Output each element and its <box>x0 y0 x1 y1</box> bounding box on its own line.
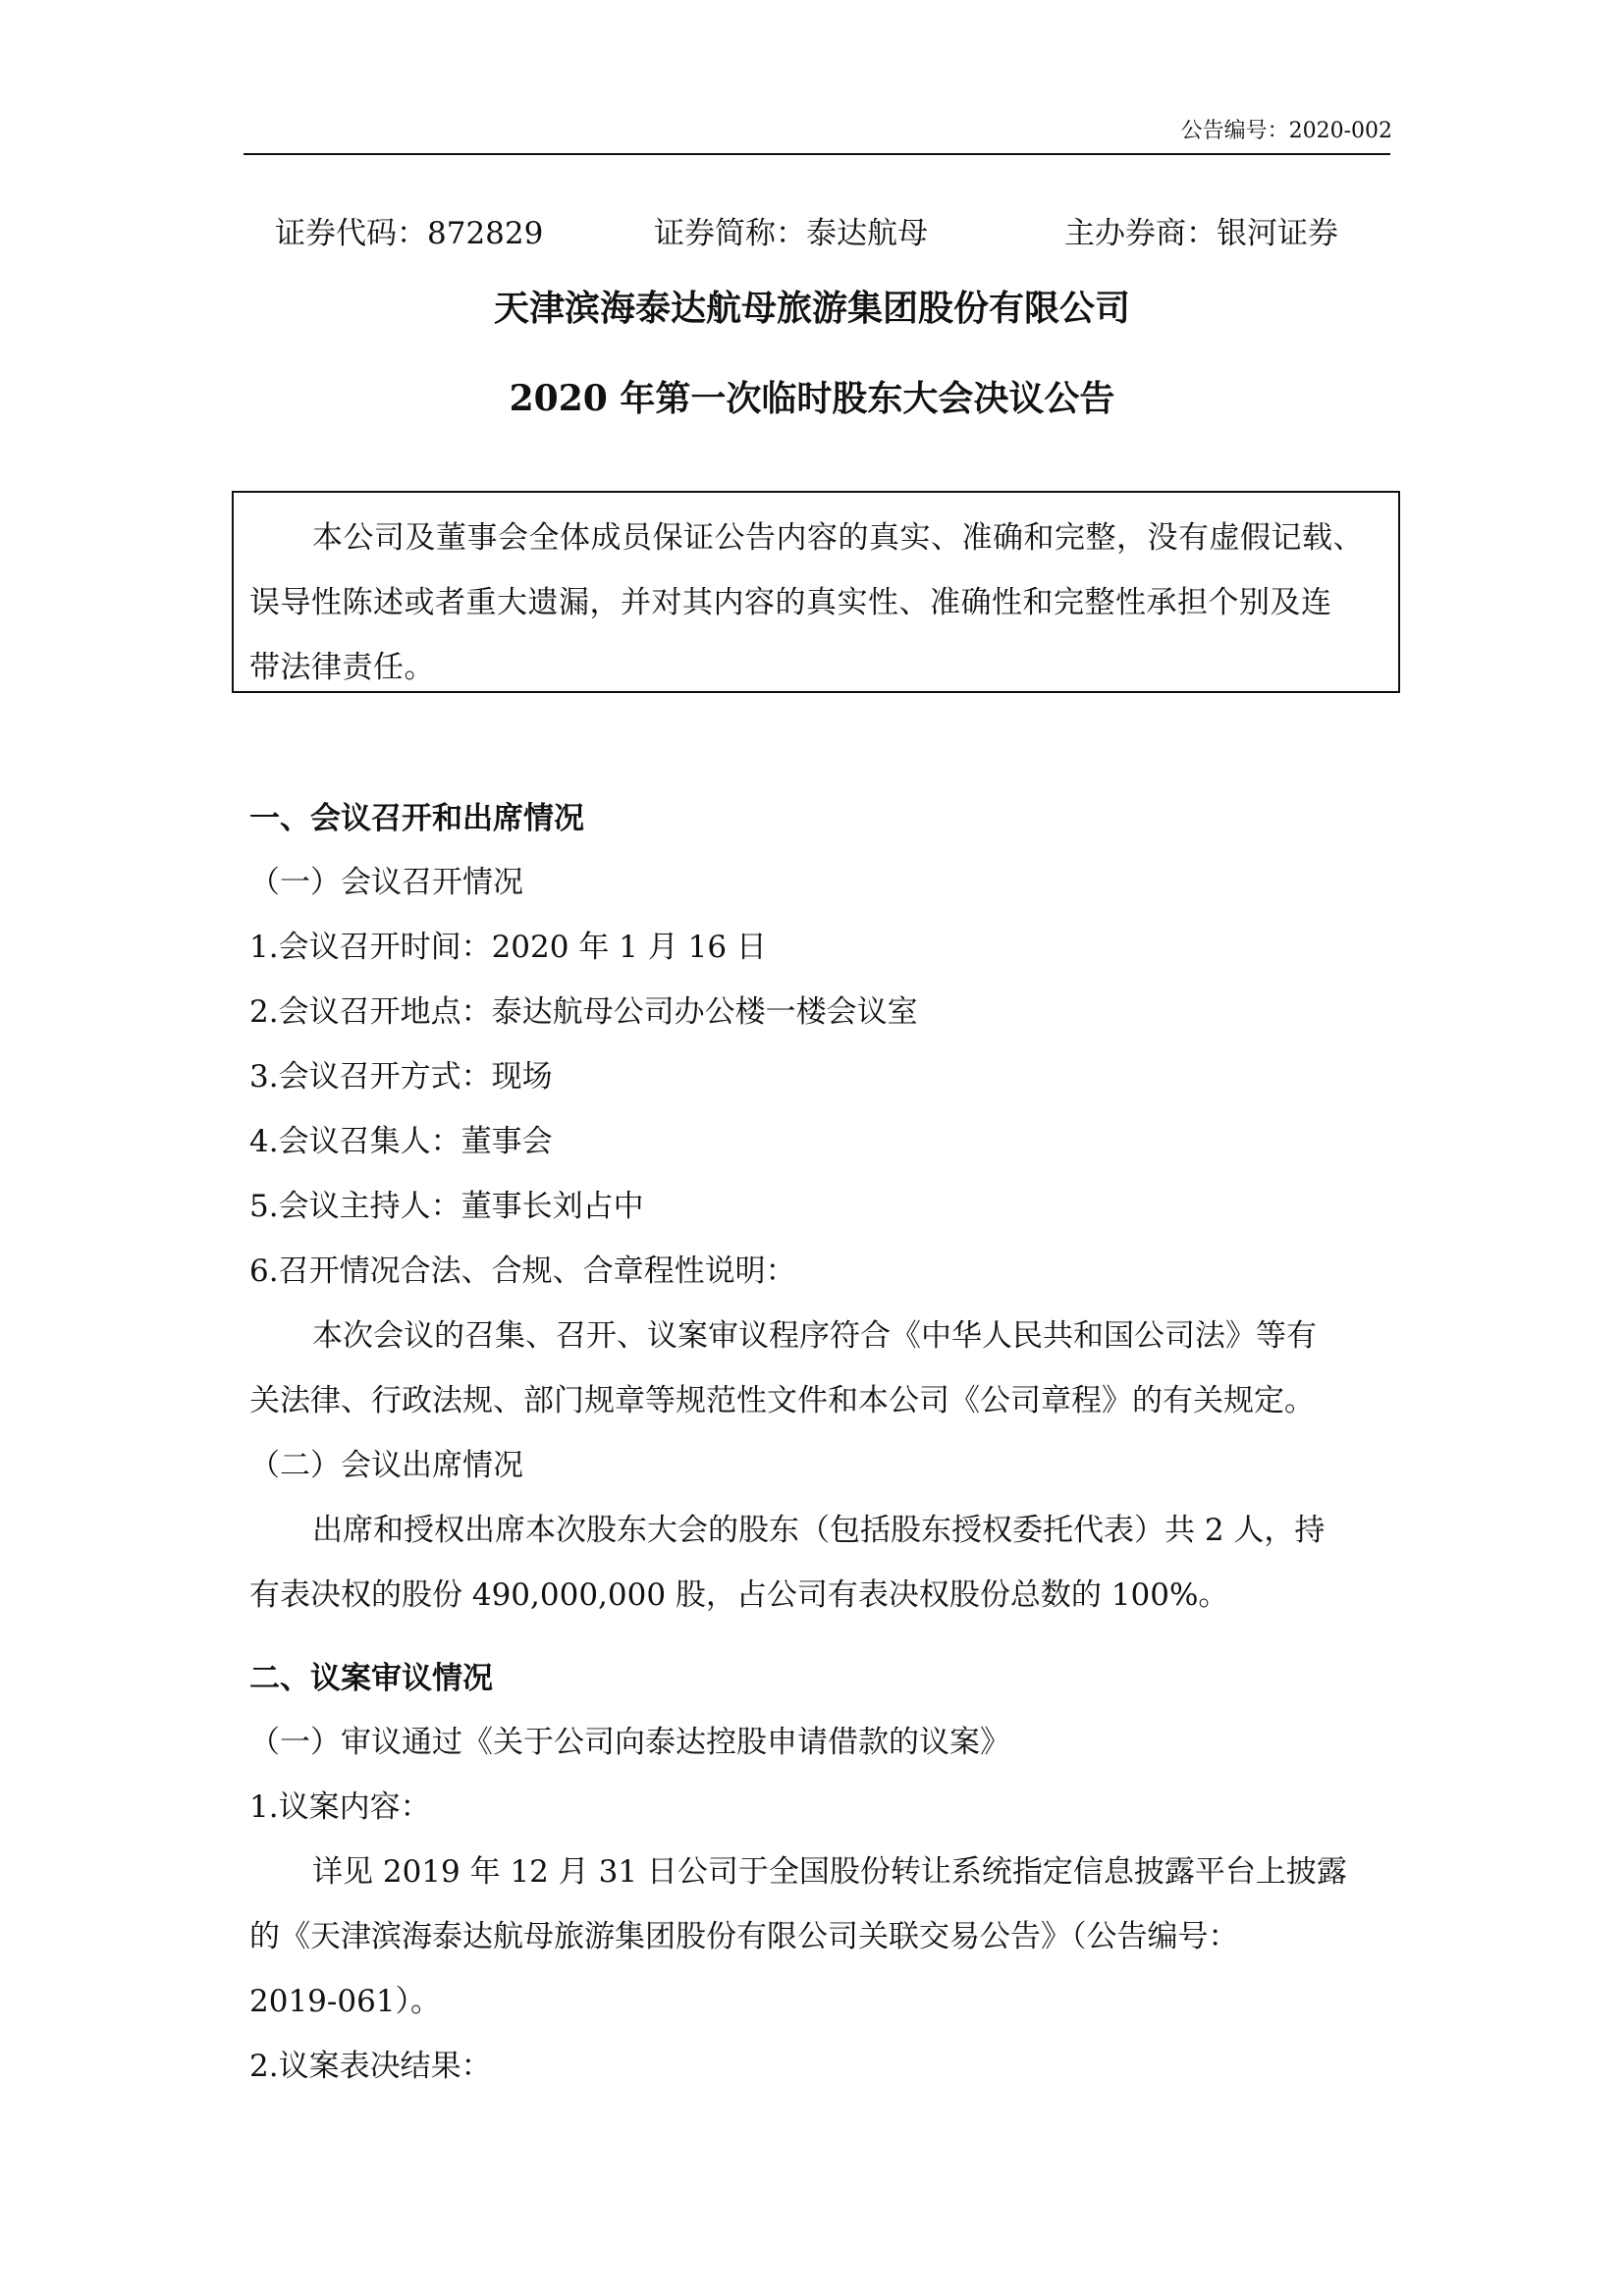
proposal-content-label: 1.议案内容： <box>249 1789 431 1825</box>
header-divider <box>244 153 1390 155</box>
meeting-method: 3.会议召开方式：现场 <box>249 1059 553 1095</box>
proposal-heading: （一）审议通过《关于公司向泰达控股申请借款的议案》 <box>249 1725 1010 1760</box>
proposal-result-label: 2.议案表决结果： <box>249 2049 492 2084</box>
legality-paragraph-line: 关法律、行政法规、部门规章等规范性文件和本公司《公司章程》的有关规定。 <box>249 1383 1315 1418</box>
subsection-heading: （一）会议召开情况 <box>249 865 523 900</box>
attendance-paragraph-line: 有表决权的股份 490,000,000 股，占公司有表决权股份总数的 100%。 <box>249 1577 1229 1613</box>
meeting-convener: 4.会议召集人：董事会 <box>249 1124 553 1159</box>
sponsor-broker: 主办券商：银河证券 <box>1064 216 1338 251</box>
document-title-meeting: 2020 年第一次临时股东大会决议公告 <box>509 378 1115 419</box>
meeting-host: 5.会议主持人：董事长刘占中 <box>249 1189 644 1224</box>
proposal-content-line: 2019-061）。 <box>249 1984 442 2019</box>
security-abbreviation: 证券简称：泰达航母 <box>654 216 928 251</box>
document-title-company: 天津滨海泰达航母旅游集团股份有限公司 <box>493 288 1130 329</box>
legality-statement-label: 6.召开情况合法、合规、合章程性说明： <box>249 1254 796 1289</box>
security-code: 证券代码：872829 <box>275 216 544 251</box>
notice-line: 误导性陈述或者重大遗漏，并对其内容的真实性、准确性和完整性承担个别及连 <box>249 585 1332 620</box>
meeting-location: 2.会议召开地点：泰达航母公司办公楼一楼会议室 <box>249 994 918 1030</box>
section-heading-proposals: 二、议案审议情况 <box>249 1661 493 1696</box>
section-heading-meeting: 一、会议召开和出席情况 <box>249 801 584 836</box>
proposal-content-line: 的《天津滨海泰达航母旅游集团股份有限公司关联交易公告》（公告编号： <box>249 1919 1239 1954</box>
meeting-time: 1.会议召开时间：2020 年 1 月 16 日 <box>249 930 767 965</box>
notice-line: 带法律责任。 <box>249 650 435 685</box>
announcement-number: 公告编号：2020-002 <box>1180 119 1392 143</box>
proposal-content-line: 详见 2019 年 12 月 31 日公司于全国股份转让系统指定信息披露平台上披露 <box>312 1854 1347 1890</box>
notice-line: 本公司及董事会全体成员保证公告内容的真实、准确和完整，没有虚假记载、 <box>312 520 1364 556</box>
subsection-heading: （二）会议出席情况 <box>249 1448 523 1483</box>
attendance-paragraph-line: 出席和授权出席本次股东大会的股东（包括股东授权委托代表）共 2 人，持 <box>312 1513 1326 1548</box>
legality-paragraph-line: 本次会议的召集、召开、议案审议程序符合《中华人民共和国公司法》等有 <box>312 1318 1317 1354</box>
